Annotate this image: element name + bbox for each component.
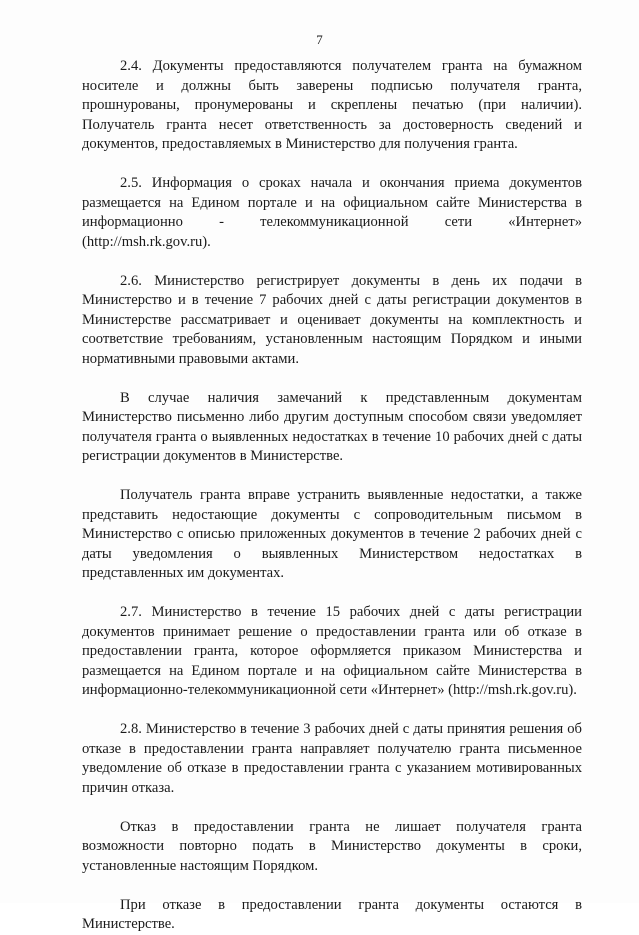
paragraph-2-4: 2.4. Документы предоставляются получателем гранта на бумажном носителе и должны быть заверены подписью получателя гранта, прошнурованы, пронумерованы и скреплены печатью (при наличии). Получатель гранта несет ответственность за достоверность сведений и документов, предоставляемых в Министерство для получения гранта.	[82, 58, 582, 152]
page-number: 7	[316, 32, 323, 47]
paragraph-2-6: 2.6. Министерство регистрирует документы в день их подачи в Министерство и в течение 7 рабочих дней с даты регистрации документов в Министерстве рассматривает и оценивает документы на комплектность и соответствие требованиям, установленным настоящим Порядком и иными нормативными правовыми актами.	[82, 272, 582, 367]
paragraph-fix-deficiencies: Получатель гранта вправе устранить выявленные недостатки, а также представить недостающие документы с сопроводительным письмом в Министерство с описью приложенных документов в течение 2 рабочих дней с даты уведомления о выявленных Министерством недостатках в представленных им документах.	[82, 487, 582, 581]
paragraph-2-8: 2.8. Министерство в течение 3 рабочих дней с даты принятия решения об отказе в предоставлении гранта направляет получателю гранта письменное уведомление об отказе в предоставлении гранта с указанием мотивированных причин отказа.	[82, 721, 582, 796]
paragraph-2-7: 2.7. Министерство в течение 15 рабочих дней с даты регистрации документов принимает решение о предоставлении гранта или об отказе в предоставлении гранта, которое оформляется приказом Министерства и размещается на Едином портале и на официальном сайте Министерства в информационно-телекоммуникационной сети «Интернет» (http://msh.rk.gov.ru).	[82, 604, 582, 698]
document-body	[82, 57, 582, 935]
paragraph-2-5: 2.5. Информация о сроках начала и окончания приема документов размещается на Едином портале и на официальном сайте Министерства в информационно - телекоммуникационной сети «Интернет» (http://msh.rk.gov.ru).	[82, 175, 582, 250]
paragraph-remarks-notification: В случае наличия замечаний к представленным документам Министерство письменно либо другим доступным способом связи уведомляет получателя гранта о выявленных недостатках в течение 10 рабочих дней с даты регистрации документов в Министерстве.	[82, 389, 582, 464]
paragraph-refusal-resubmission: Отказ в предоставлении гранта не лишает получателя гранта возможности повторно подать в Министерство документы в сроки, установленные настоящим Порядком.	[82, 818, 582, 874]
paragraph-documents-retained: При отказе в предоставлении гранта документы остаются в Министерстве.	[82, 896, 582, 932]
